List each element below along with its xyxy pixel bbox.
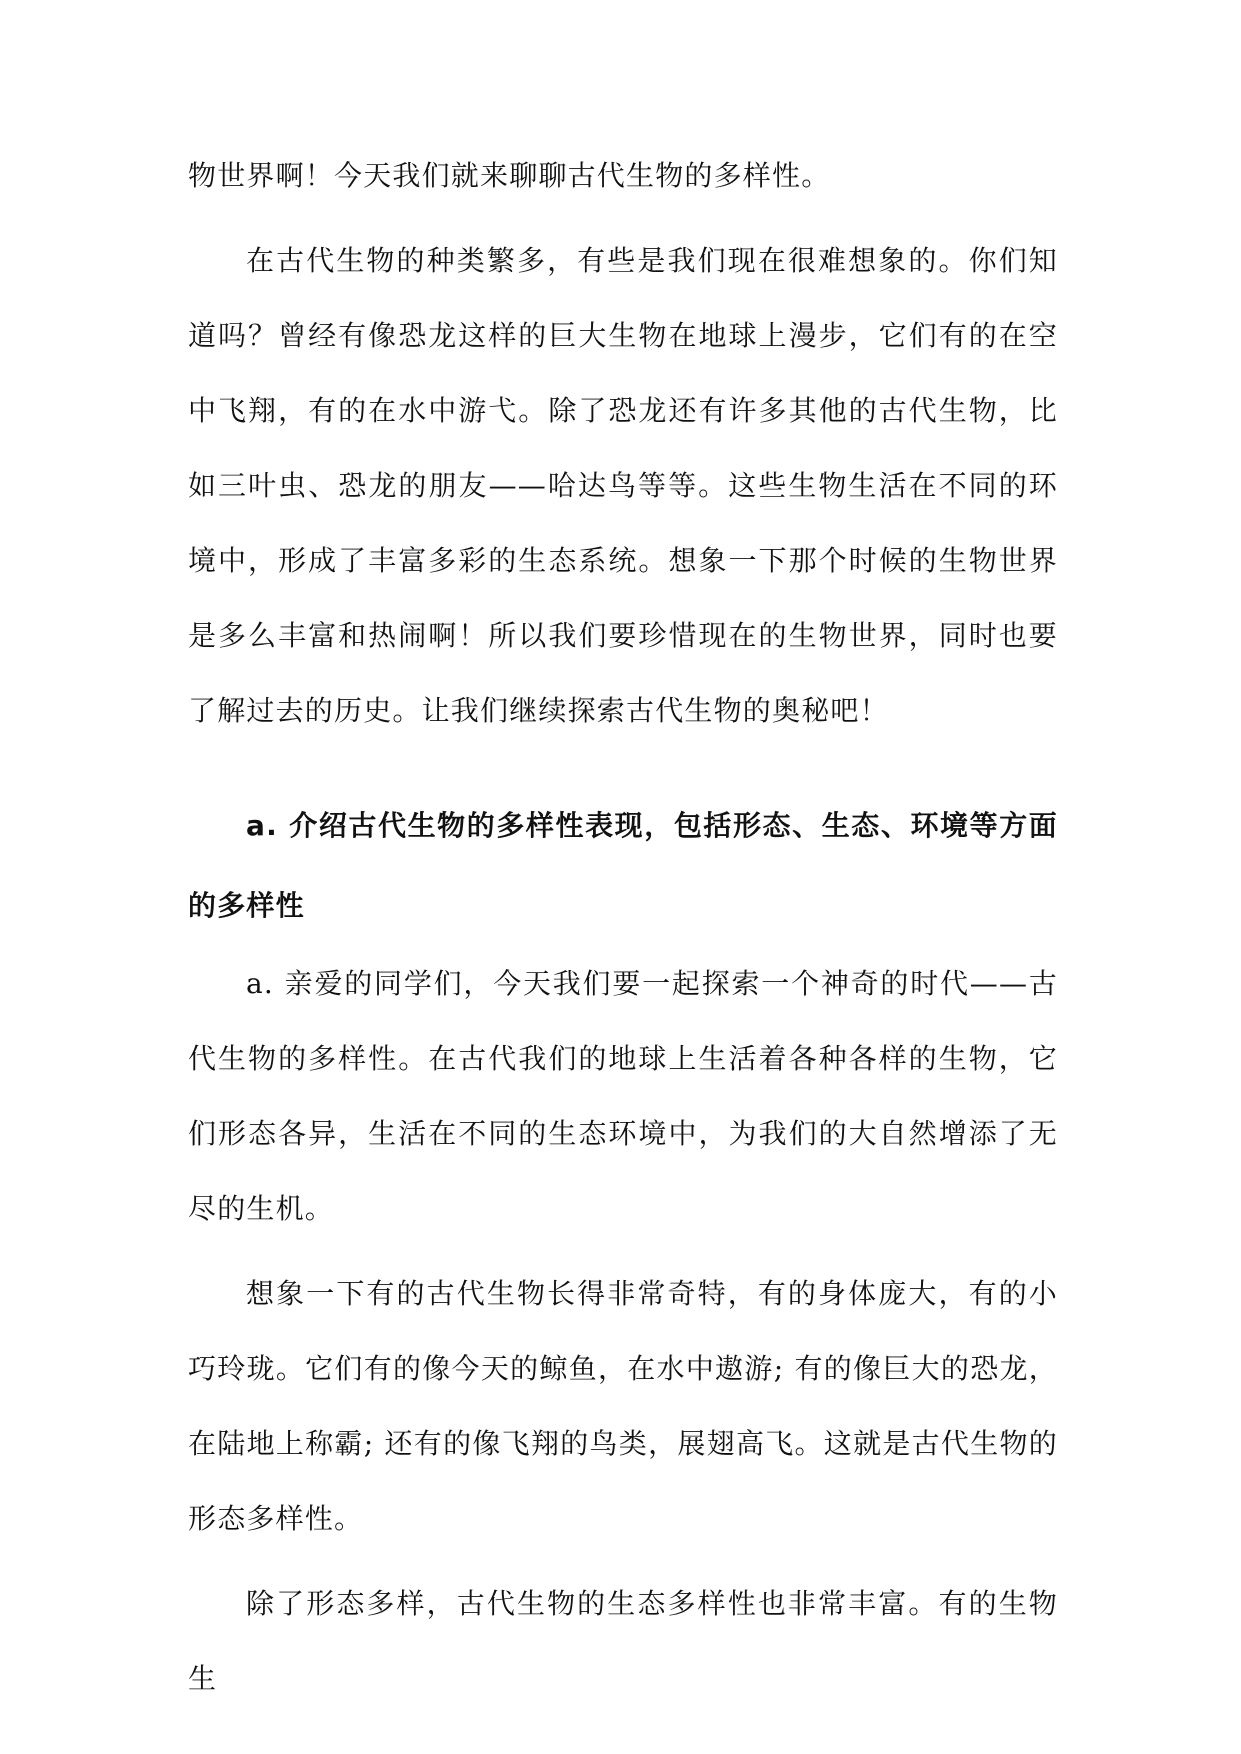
section-heading: a. 介绍古代生物的多样性表现，包括形态、生态、环境等方面的多样性: [188, 809, 1058, 922]
paragraph-ancient-species: 在古代生物的种类繁多，有些是我们现在很难想象的。你们知道吗？曾经有像恐龙这样的巨大生物在地球上漫步，它们有的在空中飞翔，有的在水中游弋。除了恐龙还有许多其他的古代生物，比如三叶虫、恐龙的朋友——哈达鸟等等。这些生物生活在不同的环境中，形成了丰富多彩的生态系统。想象一下那个时候的生物世界是多么丰富和热闹啊！所以我们要珍惜现在的生物世界，同时也要了解过去的历史。让我们继续探索古代生物的奥秘吧！: [188, 244, 1058, 727]
document-body: [188, 138, 1058, 1716]
paragraph-intro: a. 亲爱的同学们，今天我们要一起探索一个神奇的时代——古代生物的多样性。在古代我们的地球上生活着各种各样的生物，它们形态各异，生活在不同的生态环境中，为我们的大自然增添了无尽的生机。: [188, 967, 1058, 1225]
paragraph-morphology: 想象一下有的古代生物长得非常奇特，有的身体庞大，有的小巧玲珑。它们有的像今天的鲸鱼，在水中遨游; 有的像巨大的恐龙，在陆地上称霸; 还有的像飞翔的鸟类，展翅高飞。这就是古代生物的形态多样性。: [188, 1277, 1058, 1535]
paragraph-ecology: 除了形态多样，古代生物的生态多样性也非常丰富。有的生物生: [188, 1587, 1058, 1695]
paragraph-continuation: 物世界啊！今天我们就来聊聊古代生物的多样性。: [188, 159, 831, 192]
